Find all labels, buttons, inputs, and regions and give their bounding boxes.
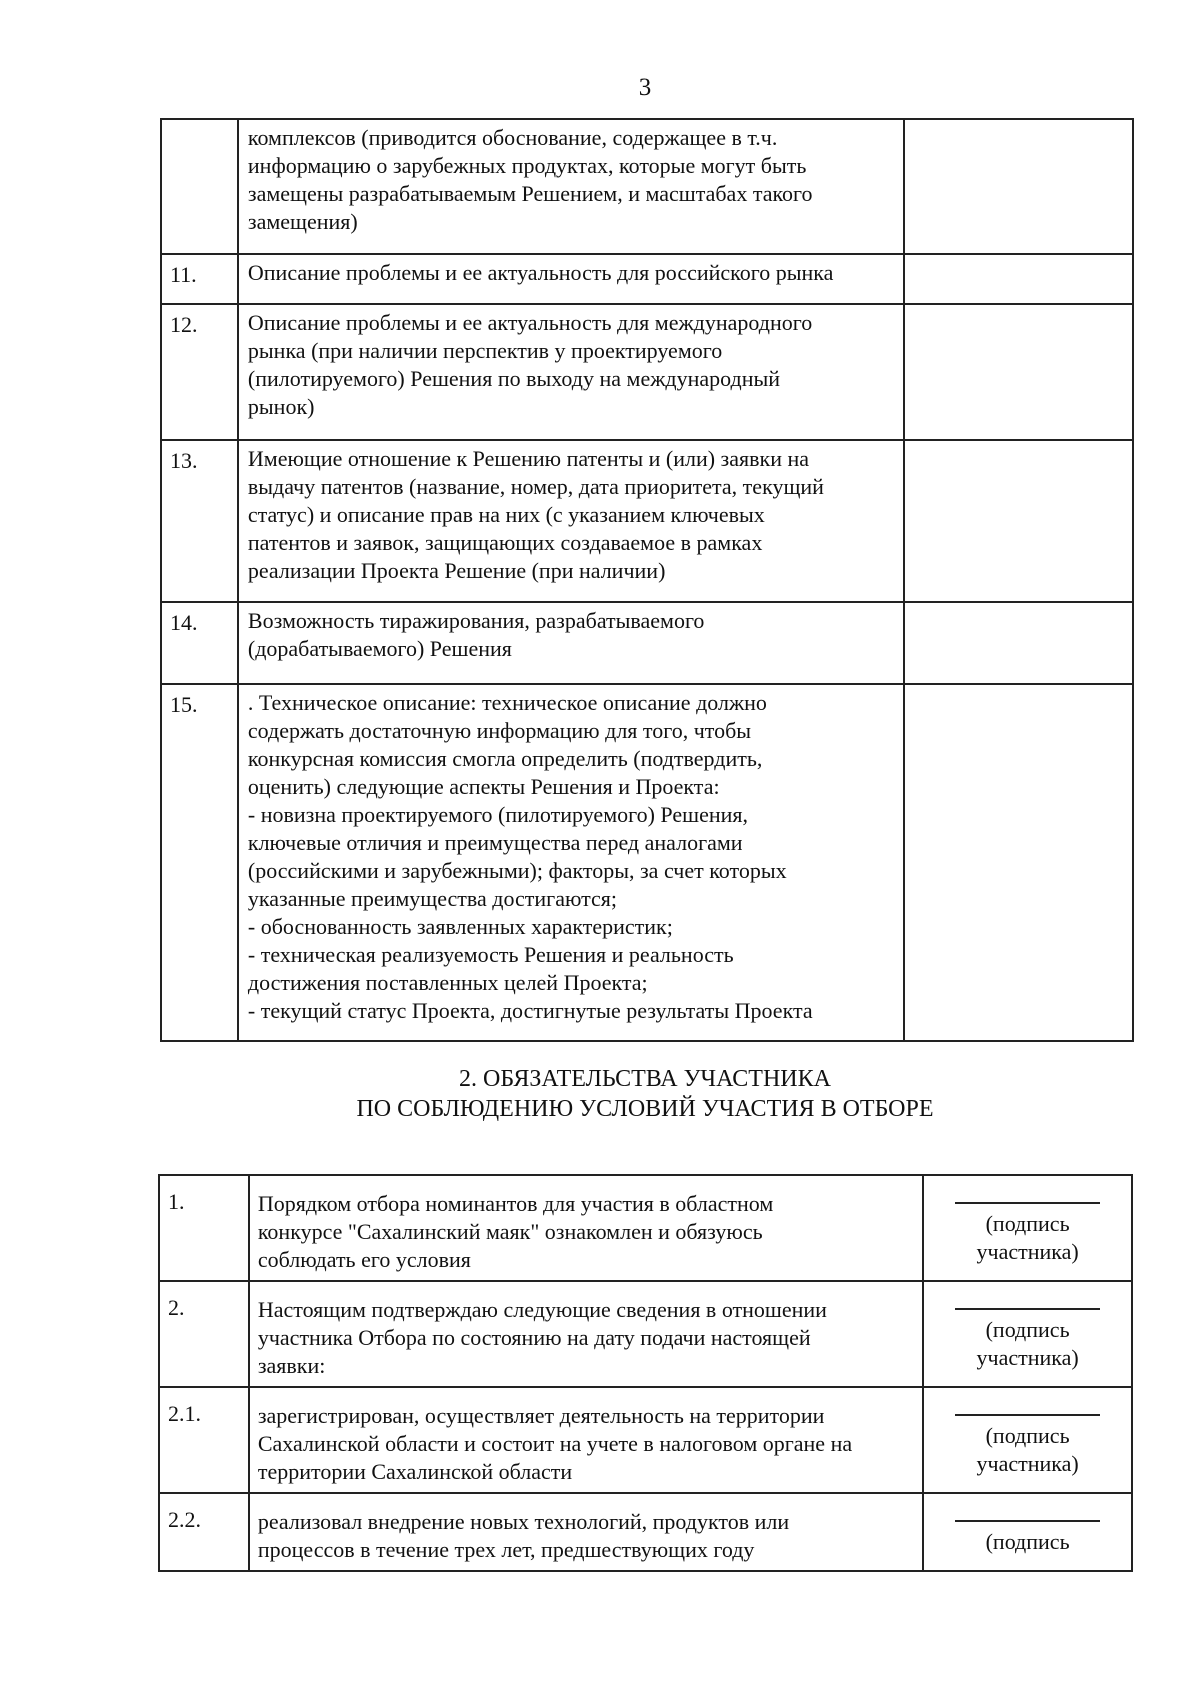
table-row	[159, 1175, 1132, 1281]
row-value-cell	[904, 440, 1133, 602]
row-number: 2.1.	[159, 1387, 249, 1493]
row-description: . Техническое описание: техническое описание должно содержать достаточную информацию для того, чтобы конкурсная комиссия смогла определить (подтвердить, оценить) следующие аспекты Решения и Проекта: - новизна проектируемого (пилотируемого) Решения, ключевые отличия и преимущества перед аналогами (российскими и зарубежными); факторы, за счет которых указанные преимущества достигаются; - обоснованность заявленных характеристик; - техническая реализуемость Решения и реальность достижения поставленных целей Проекта; - текущий статус Проекта, достигнутые результаты Проекта	[238, 684, 904, 1041]
row-number: 14.	[161, 602, 238, 684]
table-row	[159, 1281, 1132, 1387]
signature-label: (подпись участника)	[976, 1211, 1079, 1264]
page-number: 3	[638, 74, 652, 101]
row-description: Описание проблемы и ее актуальность для международного рынка (при наличии перспектив у проектируемого (пилотируемого) Решения по выходу на международный рынок)	[238, 304, 904, 440]
row-description: комплексов (приводится обоснование, содержащее в т.ч. информацию о зарубежных продуктах, которые могут быть замещены разрабатываемым Решением, и масштабах такого замещения)	[238, 119, 904, 254]
table-row	[161, 602, 1133, 684]
row-value-cell	[904, 254, 1133, 304]
row-value-cell	[904, 684, 1133, 1041]
row-description: Имеющие отношение к Решению патенты и (или) заявки на выдачу патентов (название, номер, дата приоритета, текущий статус) и описание прав на них (с указанием ключевых патентов и заявок, защищающих создаваемое в рамках реализации Проекта Решение (при наличии)	[238, 440, 904, 602]
row-number: 11.	[161, 254, 238, 304]
row-description: реализовал внедрение новых технологий, продуктов или процессов в течение трех лет, предшествующих году	[249, 1493, 923, 1571]
row-number: 2.2.	[159, 1493, 249, 1571]
criteria-table	[160, 118, 1134, 1042]
signature-cell[interactable]	[923, 1175, 1132, 1281]
signature-cell[interactable]	[923, 1281, 1132, 1387]
row-number: 12.	[161, 304, 238, 440]
signature-label: (подпись участника)	[976, 1423, 1079, 1476]
signature-line[interactable]	[955, 1400, 1100, 1416]
obligations-table	[158, 1174, 1133, 1572]
signature-cell[interactable]	[923, 1387, 1132, 1493]
signature-line[interactable]	[955, 1188, 1100, 1204]
row-value-cell	[904, 602, 1133, 684]
signature-line[interactable]	[955, 1294, 1100, 1310]
signature-line[interactable]	[955, 1506, 1100, 1522]
section-title-line-1: 2. ОБЯЗАТЕЛЬСТВА УЧАСТНИКА	[459, 1066, 831, 1092]
table-row	[161, 440, 1133, 602]
signature-label: (подпись	[985, 1529, 1070, 1554]
signature-label: (подпись участника)	[976, 1317, 1079, 1370]
row-description: зарегистрирован, осуществляет деятельность на территории Сахалинской области и состоит на учете в налоговом органе на территории Сахалинской области	[249, 1387, 923, 1493]
table-row	[161, 254, 1133, 304]
row-value-cell	[904, 304, 1133, 440]
row-description: Возможность тиражирования, разрабатываемого (дорабатываемого) Решения	[238, 602, 904, 684]
section-title-line-2: ПО СОБЛЮДЕНИЮ УСЛОВИЙ УЧАСТИЯ В ОТБОРЕ	[356, 1096, 934, 1122]
table-row	[161, 684, 1133, 1041]
row-description: Порядком отбора номинантов для участия в областном конкурсе "Сахалинский маяк" ознакомлен и обязуюсь соблюдать его условия	[249, 1175, 923, 1281]
row-number: 2.	[159, 1281, 249, 1387]
row-description: Настоящим подтверждаю следующие сведения в отношении участника Отбора по состоянию на дату подачи настоящей заявки:	[249, 1281, 923, 1387]
row-value-cell	[904, 119, 1133, 254]
table-row	[159, 1387, 1132, 1493]
table-row	[161, 304, 1133, 440]
row-number: 1.	[159, 1175, 249, 1281]
table-row	[161, 119, 1133, 254]
row-number: 13.	[161, 440, 238, 602]
row-number	[161, 119, 238, 254]
section-title	[0, 1064, 1200, 1124]
row-number: 15.	[161, 684, 238, 1041]
row-description: Описание проблемы и ее актуальность для российского рынка	[238, 254, 904, 304]
signature-cell[interactable]	[923, 1493, 1132, 1571]
table-row	[159, 1493, 1132, 1571]
